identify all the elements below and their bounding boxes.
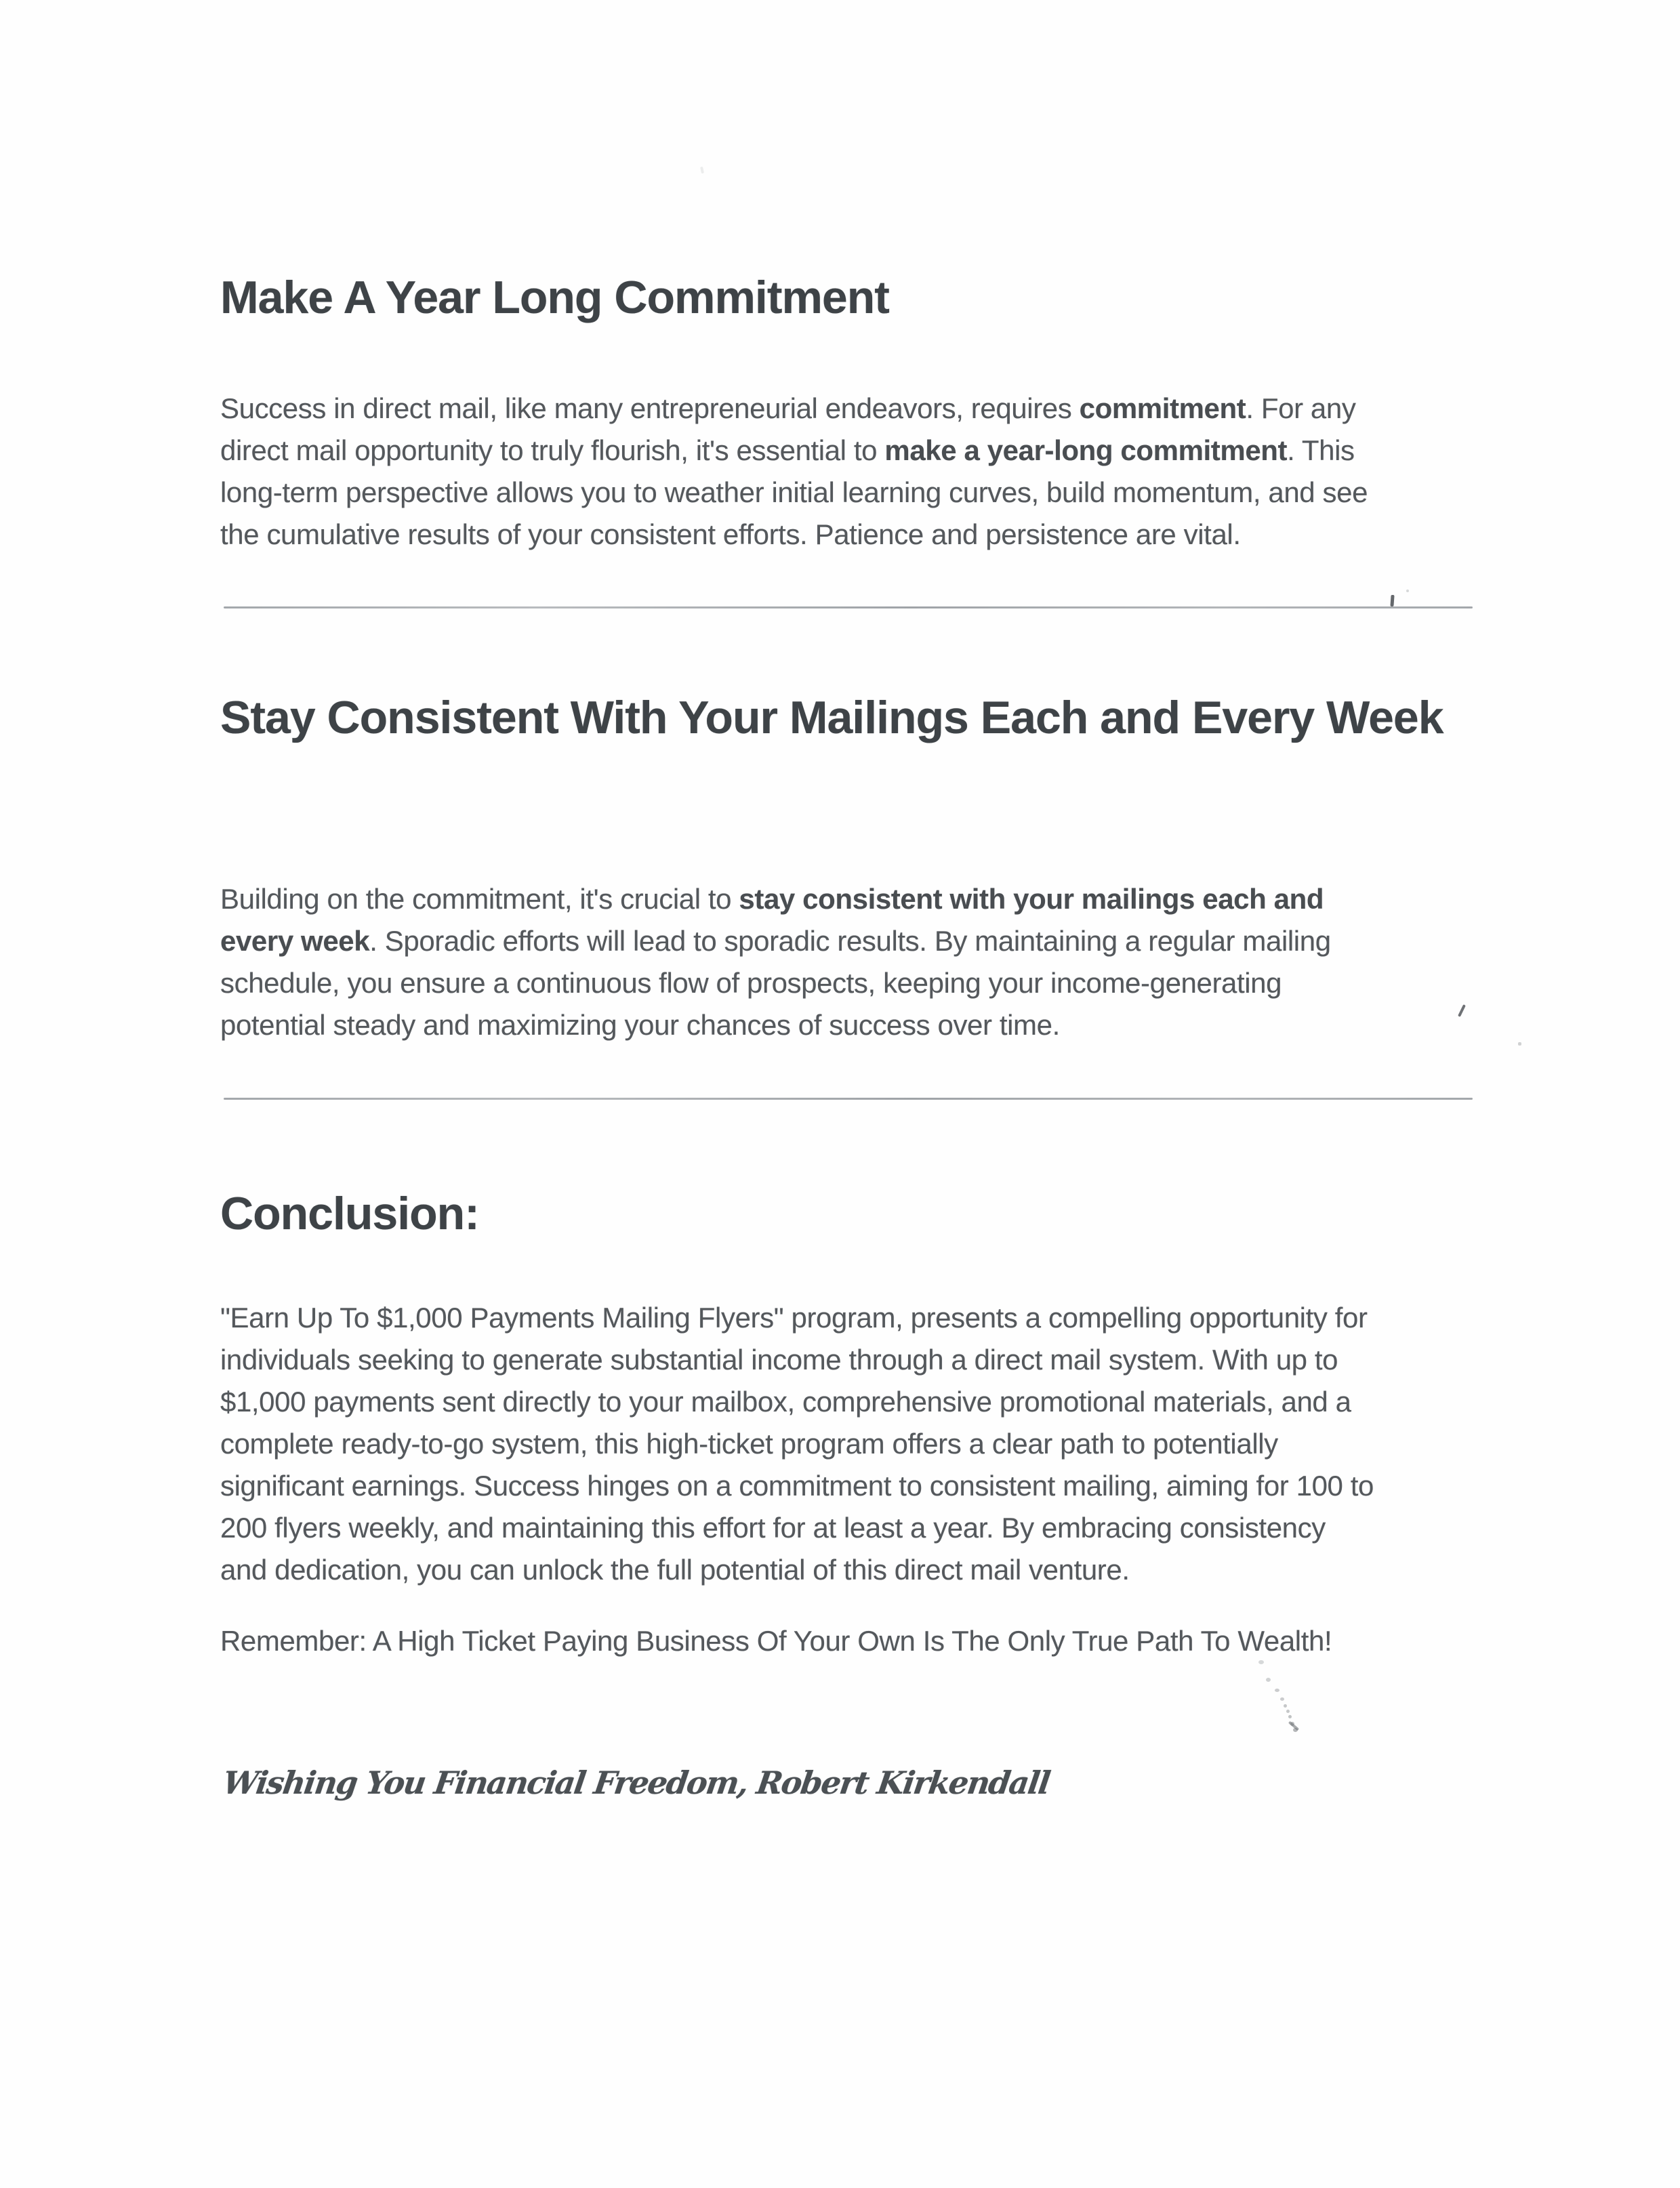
text-line	[220, 878, 1331, 920]
bold-text-run: stay consistent with your mailings each and	[739, 883, 1324, 915]
text-line	[220, 1004, 1331, 1046]
heading-conclusion: Conclusion:	[220, 1187, 479, 1239]
text-run: 200 flyers weekly, and maintaining this effort for at least a year. By embracing consistency	[220, 1512, 1326, 1544]
text-run: Building on the commitment, it's crucial to	[220, 883, 739, 915]
text-line	[220, 1339, 1374, 1381]
scan-scratch-dot	[1288, 1715, 1292, 1718]
text-line	[220, 1507, 1374, 1549]
section-divider	[224, 1098, 1473, 1100]
scan-scratch-dot	[1280, 1697, 1284, 1701]
paragraph-remember-line	[220, 1620, 1332, 1662]
text-line	[220, 472, 1368, 514]
text-run: complete ready-to-go system, this high-ticket program offers a clear path to potentially	[220, 1428, 1278, 1460]
text-run: . Sporadic efforts will lead to sporadic results. By maintaining a regular mailing	[369, 925, 1331, 957]
scan-scratch-dot	[1266, 1678, 1271, 1682]
text-line	[220, 1423, 1374, 1465]
paragraph-conclusion	[220, 1297, 1374, 1591]
text-run: Remember: A High Ticket Paying Business Of Your Own Is The Only True Path To Wealth!	[220, 1625, 1332, 1657]
scan-scratch-dot	[1284, 1704, 1287, 1708]
text-line	[220, 962, 1331, 1004]
text-run: potential steady and maximizing your chances of success over time.	[220, 1009, 1060, 1041]
heading-stay-consistent-with-mailings: Stay Consistent With Your Mailings Each and Every Week	[220, 691, 1443, 743]
text-run: "Earn Up To $1,000 Payments Mailing Flyers" program, presents a compelling opportunity for	[220, 1302, 1368, 1334]
scan-speck	[1458, 1004, 1466, 1017]
heading-make-a-year-long-commitment: Make A Year Long Commitment	[220, 271, 889, 323]
text-line	[220, 920, 1331, 962]
text-line	[220, 1381, 1374, 1423]
text-run: . For any	[1246, 392, 1356, 424]
text-run: schedule, you ensure a continuous flow of prospects, keeping your income-generating	[220, 967, 1282, 999]
scan-speck	[1518, 1042, 1521, 1046]
text-line	[220, 1549, 1374, 1591]
text-run: and dedication, you can unlock the full potential of this direct mail venture.	[220, 1554, 1130, 1586]
paragraph-year-long-commitment	[220, 388, 1368, 556]
text-line	[220, 1620, 1332, 1662]
text-run: direct mail opportunity to truly flourish, it's essential to	[220, 434, 885, 466]
text-line	[220, 388, 1368, 430]
text-run: Success in direct mail, like many entrepreneurial endeavors, requires	[220, 392, 1080, 424]
text-line	[220, 1297, 1374, 1339]
text-run: $1,000 payments sent directly to your mailbox, comprehensive promotional materials, and a	[220, 1386, 1351, 1418]
scan-speck	[1390, 595, 1394, 606]
text-line	[220, 430, 1368, 472]
paragraph-stay-consistent	[220, 878, 1331, 1046]
scan-speck	[1406, 590, 1409, 592]
scan-scratch-dot	[1258, 1660, 1264, 1664]
scan-speck	[700, 167, 704, 174]
scan-scratch-dot	[1275, 1689, 1279, 1692]
text-run: individuals seeking to generate substantial income through a direct mail system. With up to	[220, 1344, 1338, 1376]
text-run: long-term perspective allows you to weather initial learning curves, build momentum, and see	[220, 476, 1368, 508]
scan-scratch-dot	[1286, 1710, 1290, 1713]
bold-text-run: every week	[220, 925, 370, 957]
text-run: significant earnings. Success hinges on a commitment to consistent mailing, aiming for 100 to	[220, 1470, 1374, 1502]
signature-script-line: Wishing You Financial Freedom, Robert Kirkendall	[220, 1764, 1052, 1801]
bold-text-run: make a year-long commitment	[884, 434, 1288, 466]
text-run: the cumulative results of your consistent efforts. Patience and persistence are vital.	[220, 518, 1241, 550]
text-line	[220, 1465, 1374, 1507]
section-divider	[224, 606, 1473, 608]
text-run: . This	[1287, 434, 1355, 466]
bold-text-run: commitment	[1079, 392, 1246, 424]
text-line	[220, 514, 1368, 556]
